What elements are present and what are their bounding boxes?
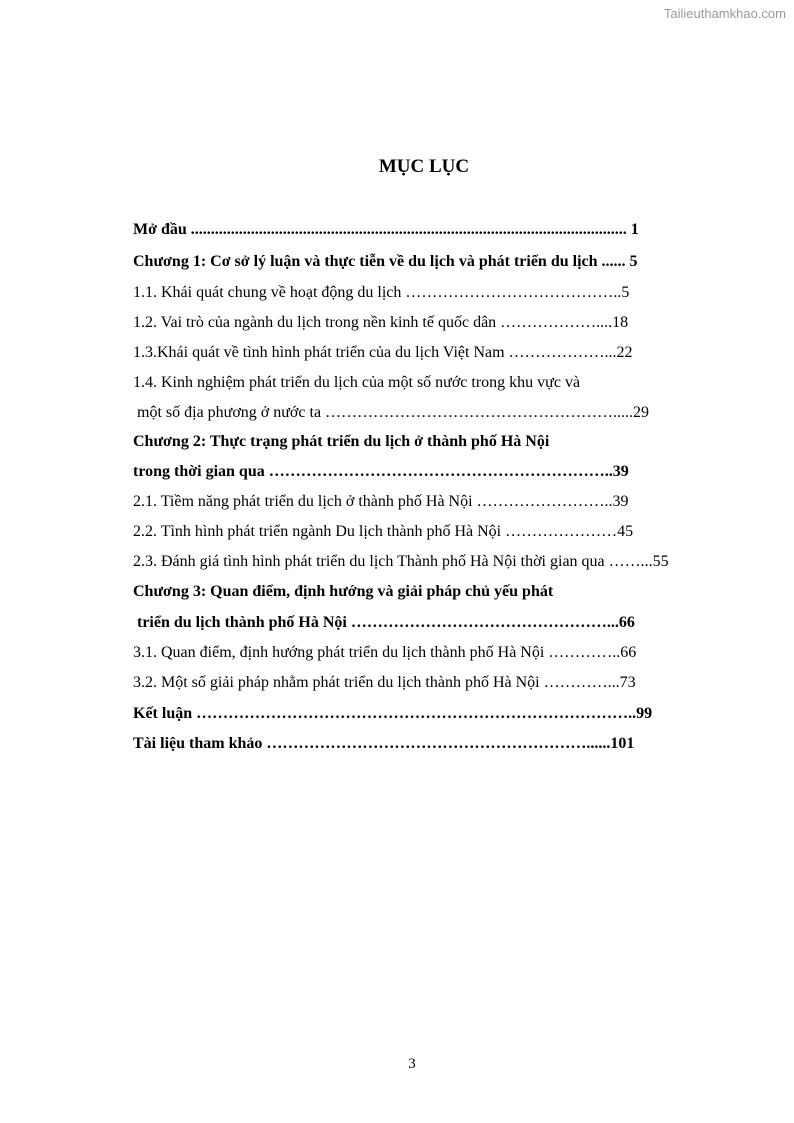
toc-entry-chapter-2-cont[interactable]: trong thời gian qua ………………………………………………………..39 — [133, 463, 629, 480]
toc-entry-1-4[interactable]: 1.4. Kinh nghiệm phát triển du lịch của một số nước trong khu vực và — [133, 374, 581, 391]
toc-entry-3-2[interactable]: 3.2. Một số giải pháp nhằm phát triển du lịch thành phố Hà Nội …………...73 — [133, 674, 636, 691]
toc-entry-1-1[interactable]: 1.1. Khái quát chung về hoạt động du lịch …………………………………..5 — [133, 284, 630, 301]
toc-entry-2-3[interactable]: 2.3. Đánh giá tình hình phát triển du lịch Thành phố Hà Nội thời gian qua ……...55 — [133, 553, 669, 570]
watermark: Tailieuthamkhao.com — [663, 6, 786, 21]
page-number: 3 — [408, 1056, 416, 1072]
toc-entry-references[interactable]: Tài liệu tham khảo ……………………………………………………......101 — [133, 735, 635, 752]
page-title: MỤC LỤC — [378, 156, 470, 177]
toc-entry-1-2[interactable]: 1.2. Vai trò của ngành du lịch trong nền kinh tế quốc dân ………………....18 — [133, 314, 629, 331]
toc-entry-chapter-2[interactable]: Chương 2: Thực trạng phát triển du lịch ở thành phố Hà Nội — [133, 433, 550, 450]
toc-entry-chapter-1[interactable]: Chương 1: Cơ sở lý luận và thực tiễn về du lịch và phát triển du lịch ...... 5 — [133, 253, 638, 270]
toc-entry-1-4-cont[interactable]: một số địa phương ở nước ta ……………………………………………….....29 — [133, 404, 650, 421]
toc-entry-intro[interactable]: Mở đầu ............................................................................................................. 1 — [133, 221, 639, 238]
toc-entry-chapter-3[interactable]: Chương 3: Quan điểm, định hướng và giải pháp chủ yếu phát — [133, 583, 554, 600]
toc-entry-2-1[interactable]: 2.1. Tiềm năng phát triển du lịch ở thành phố Hà Nội ……………………..39 — [133, 493, 629, 510]
toc-entry-chapter-3-cont[interactable]: triển du lịch thành phố Hà Nội …………………………………………...66 — [133, 614, 635, 631]
toc-entry-2-2[interactable]: 2.2. Tình hình phát triển ngành Du lịch thành phố Hà Nội …………………45 — [133, 523, 634, 540]
toc-entry-3-1[interactable]: 3.1. Quan điểm, định hướng phát triển du lịch thành phố Hà Nội …………..66 — [133, 644, 637, 661]
toc-entry-1-3[interactable]: 1.3.Khái quát về tình hình phát triển của du lịch Việt Nam ………………...22 — [133, 344, 633, 361]
toc-entry-conclusion[interactable]: Kết luận ………………………………………………………………………..99 — [133, 705, 653, 722]
